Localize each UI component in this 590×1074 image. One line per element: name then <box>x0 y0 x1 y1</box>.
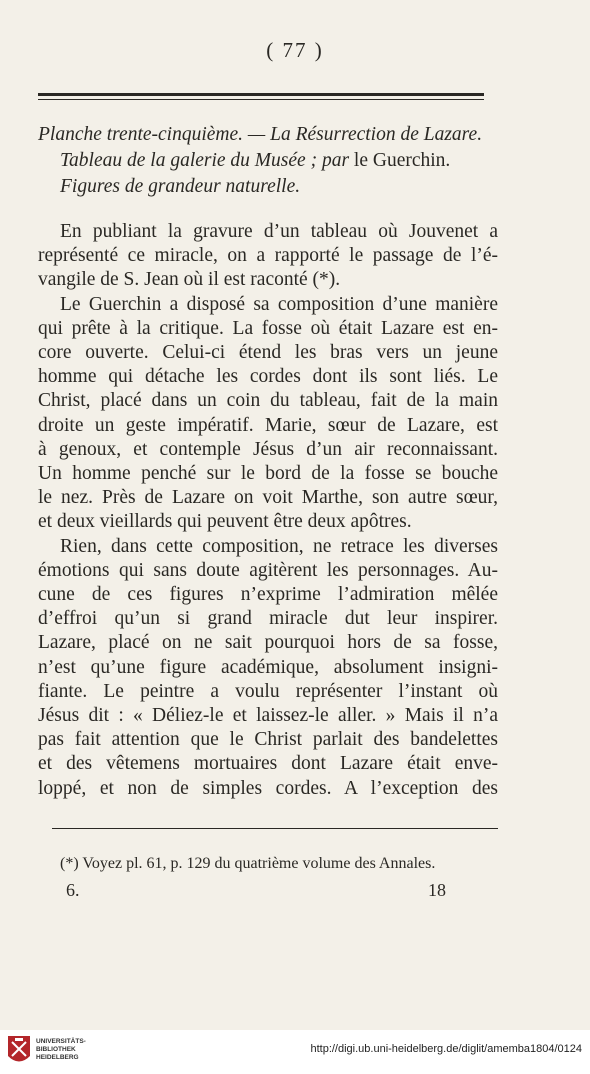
signature-right: 18 <box>428 880 446 900</box>
body-line: homme qui détache les cordes dont ils sont liés. Le <box>38 366 498 388</box>
body-line: et des vêtemens mortuaires dont Lazare était enve- <box>38 753 498 775</box>
university-seal-icon <box>6 1034 32 1068</box>
body-line: à genoux, et contemple Jésus d’un air reconnaissant. <box>38 438 498 460</box>
body-line: droite un geste impératif. Marie, sœur de Lazare, est <box>38 414 498 436</box>
viewer-footer <box>0 1030 590 1074</box>
library-logo-text <box>36 1038 86 1062</box>
caption-line-2 <box>38 148 498 174</box>
body-line: cune de ces figures n’exprime l’admiration mêlée <box>38 584 498 606</box>
body-line: Christ, placé dans un coin du tableau, fait de la main <box>38 390 498 412</box>
body-line: core ouverte. Celui-ci étend les bras vers un jeune <box>38 342 498 364</box>
body-line: Jésus dit : « Déliez-le et laissez-le aller. » Mais il n’a <box>38 705 498 727</box>
body-line: d’effroi qu’un si grand miracle dut leur inspirer. <box>38 608 498 630</box>
logo-line: HEIDELBERG <box>36 1054 79 1061</box>
body-line: Rien, dans cette composition, ne retrace les diverses <box>60 535 498 557</box>
caption-line-2-roman: le Guerchin. <box>349 150 451 171</box>
plate-caption <box>38 122 498 200</box>
header-rule-thick <box>38 93 484 96</box>
footnote-rule <box>52 828 498 829</box>
body-text <box>38 220 498 801</box>
body-line: le nez. Près de Lazare on voit Marthe, son autre sœur, <box>38 487 498 509</box>
body-line: qui prête à la critique. La fosse où était Lazare est en- <box>38 317 498 339</box>
page-number: ( 77 ) <box>266 38 324 62</box>
footnote: (*) Voyez pl. 61, p. 129 du quatrième volume des Annales. <box>60 855 436 872</box>
body-line: En publiant la gravure d’un tableau où Jouvenet a <box>60 221 498 242</box>
body-line: Le Guerchin a disposé sa composition d’une manière <box>60 293 498 315</box>
logo-line: BIBLIOTHEK <box>36 1046 76 1053</box>
body-line: émotions qui sans doute agitèrent les personnages. Au- <box>38 559 498 581</box>
caption-line-1: Planche trente-cinquième. — La Résurrection de Lazare. <box>38 124 483 145</box>
body-line: Lazare, placé on ne sait pourquoi hors de sa fosse, <box>38 632 498 654</box>
logo-line: UNIVERSITÄTS- <box>36 1038 86 1045</box>
body-line: n’est qu’une figure académique, absolument insigni- <box>38 656 498 678</box>
source-url-link[interactable]: http://digi.ub.uni-heidelberg.de/diglit/amemba1804/0124 <box>310 1043 582 1055</box>
body-line: représenté ce miracle, on a rapporté le passage de l’é- <box>38 245 498 267</box>
header-rule-thin <box>38 99 484 100</box>
caption-line-3: Figures de grandeur naturelle. <box>60 176 301 197</box>
body-line: Un homme penché sur le bord de la fosse se bouche <box>38 463 498 485</box>
caption-line-2-italic: Tableau de la galerie du Musée ; par <box>60 150 350 171</box>
body-line: vangile de S. Jean où il est raconté (*). <box>38 269 341 291</box>
body-line: fiante. Le peintre a voulu représenter l’instant où <box>38 680 498 702</box>
body-line: et deux vieillards qui peuvent être deux apôtres. <box>38 511 412 533</box>
body-line: loppé, et non de simples cordes. A l’exception des <box>38 777 498 799</box>
signature-left: 6. <box>66 880 80 900</box>
body-line: pas fait attention que le Christ parlait des bandelettes <box>38 729 498 751</box>
